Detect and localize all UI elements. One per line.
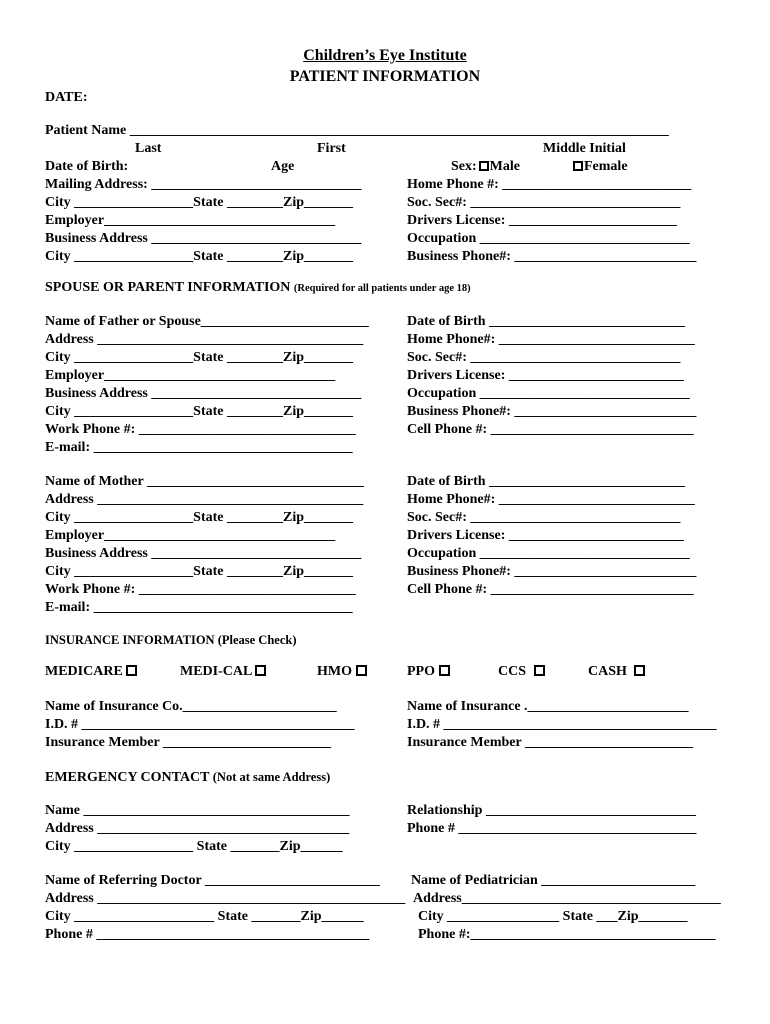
spouse-parent-heading bbox=[45, 280, 471, 297]
father-business-city-state-zip[interactable]: City _________________State ________Zip_______ bbox=[45, 404, 353, 419]
form-title: PATIENT INFORMATION bbox=[289, 68, 481, 85]
hmo-label: HMO bbox=[317, 664, 352, 679]
father-name[interactable]: Name of Father or Spouse________________________ bbox=[45, 314, 369, 329]
sex-field bbox=[451, 159, 520, 175]
father-drivers-license[interactable]: Drivers License: _________________________ bbox=[407, 368, 684, 383]
ppo-label: PPO bbox=[407, 664, 435, 679]
female-label: Female bbox=[584, 159, 628, 174]
insurance-company-name[interactable]: Name of Insurance Co.______________________ bbox=[45, 699, 337, 714]
referring-doctor-address[interactable]: Address ____________________________________________ bbox=[45, 891, 406, 906]
patient-name-sub-last: Last bbox=[135, 141, 162, 156]
mother-date-of-birth[interactable]: Date of Birth ____________________________ bbox=[407, 474, 686, 489]
insurance-option-ccs bbox=[498, 664, 545, 680]
mother-name[interactable]: Name of Mother _______________________________ bbox=[45, 474, 364, 489]
date-of-birth-field[interactable]: Date of Birth: bbox=[45, 159, 129, 174]
father-city-state-zip[interactable]: City _________________State ________Zip_______ bbox=[45, 350, 353, 365]
medicare-label: MEDICARE bbox=[45, 664, 123, 679]
patient-drivers-license[interactable]: Drivers License: ________________________ bbox=[407, 213, 677, 228]
medi-cal-checkbox[interactable] bbox=[255, 665, 266, 676]
ccs-checkbox[interactable] bbox=[534, 665, 545, 676]
mother-email[interactable]: E-mail: _____________________________________ bbox=[45, 600, 353, 615]
father-home-phone[interactable]: Home Phone#: ____________________________ bbox=[407, 332, 695, 347]
male-label: Male bbox=[489, 159, 520, 174]
emergency-address[interactable]: Address ____________________________________ bbox=[45, 821, 350, 836]
insurance-member[interactable]: Insurance Member ________________________ bbox=[45, 735, 331, 750]
father-date-of-birth[interactable]: Date of Birth ____________________________ bbox=[407, 314, 686, 329]
mother-city-state-zip[interactable]: City _________________State ________Zip_______ bbox=[45, 510, 353, 525]
mother-home-phone[interactable]: Home Phone#: ____________________________ bbox=[407, 492, 695, 507]
insurance-option-cash bbox=[588, 664, 645, 680]
sex-label: Sex: bbox=[451, 159, 477, 174]
father-occupation[interactable]: Occupation ______________________________ bbox=[407, 386, 690, 401]
patient-name-field[interactable]: Patient Name _____________________________________________________________________________ bbox=[45, 123, 669, 138]
mother-occupation[interactable]: Occupation ______________________________ bbox=[407, 546, 690, 561]
insurance-option-medi-cal bbox=[180, 664, 266, 680]
medi-cal-label: MEDI-CAL bbox=[180, 664, 252, 679]
mother-cell-phone[interactable]: Cell Phone #: _____________________________ bbox=[407, 582, 694, 597]
pediatrician-city-state-zip[interactable]: City ________________ State ___Zip_______ bbox=[418, 909, 688, 924]
cash-checkbox[interactable] bbox=[634, 665, 645, 676]
patient-name-sub-middle: Middle Initial bbox=[543, 141, 626, 156]
mother-soc-sec[interactable]: Soc. Sec#: ______________________________ bbox=[407, 510, 681, 525]
emergency-relationship[interactable]: Relationship ______________________________ bbox=[407, 803, 696, 818]
patient-city-state-zip[interactable]: City _________________State ________Zip_______ bbox=[45, 195, 353, 210]
age-field[interactable]: Age bbox=[271, 159, 295, 174]
emergency-phone[interactable]: Phone # __________________________________ bbox=[407, 821, 697, 836]
father-email[interactable]: E-mail: _____________________________________ bbox=[45, 440, 353, 455]
emergency-heading bbox=[45, 769, 330, 786]
secondary-insurance-id[interactable]: I.D. # _______________________________________ bbox=[407, 717, 717, 732]
cash-label: CASH bbox=[588, 664, 627, 679]
patient-business-phone[interactable]: Business Phone#: __________________________ bbox=[407, 249, 697, 264]
patient-name-sub-first: First bbox=[317, 141, 346, 156]
pediatrician-phone[interactable]: Phone #:___________________________________ bbox=[418, 927, 716, 942]
mother-business-phone[interactable]: Business Phone#: __________________________ bbox=[407, 564, 697, 579]
patient-home-phone[interactable]: Home Phone #: ___________________________ bbox=[407, 177, 692, 192]
insurance-option-ppo bbox=[407, 664, 450, 680]
mother-work-phone[interactable]: Work Phone #: _______________________________ bbox=[45, 582, 356, 597]
insurance-id[interactable]: I.D. # _______________________________________ bbox=[45, 717, 355, 732]
father-business-address[interactable]: Business Address ______________________________ bbox=[45, 386, 362, 401]
referring-doctor-name[interactable]: Name of Referring Doctor _________________________ bbox=[45, 873, 380, 888]
father-business-phone[interactable]: Business Phone#: __________________________ bbox=[407, 404, 697, 419]
referring-doctor-phone[interactable]: Phone # _______________________________________ bbox=[45, 927, 370, 942]
hmo-checkbox[interactable] bbox=[356, 665, 367, 676]
emergency-name[interactable]: Name ______________________________________ bbox=[45, 803, 350, 818]
pediatrician-name[interactable]: Name of Pediatrician ______________________ bbox=[411, 873, 696, 888]
father-work-phone[interactable]: Work Phone #: _______________________________ bbox=[45, 422, 356, 437]
secondary-insurance-name[interactable]: Name of Insurance ._______________________ bbox=[407, 699, 689, 714]
institute-name: Children’s Eye Institute bbox=[303, 47, 467, 64]
female-checkbox[interactable] bbox=[573, 161, 583, 171]
father-cell-phone[interactable]: Cell Phone #: _____________________________ bbox=[407, 422, 694, 437]
mother-business-city-state-zip[interactable]: City _________________State ________Zip_______ bbox=[45, 564, 353, 579]
male-checkbox[interactable] bbox=[479, 161, 489, 171]
medicare-checkbox[interactable] bbox=[126, 665, 137, 676]
mother-employer[interactable]: Employer_________________________________ bbox=[45, 528, 336, 543]
ccs-label: CCS bbox=[498, 664, 527, 679]
date-label: DATE: bbox=[45, 90, 88, 105]
insurance-heading: INSURANCE INFORMATION (Please Check) bbox=[45, 633, 297, 647]
insurance-option-medicare bbox=[45, 664, 137, 680]
patient-employer[interactable]: Employer_________________________________ bbox=[45, 213, 336, 228]
patient-occupation[interactable]: Occupation ______________________________ bbox=[407, 231, 690, 246]
mother-business-address[interactable]: Business Address ______________________________ bbox=[45, 546, 362, 561]
father-soc-sec[interactable]: Soc. Sec#: ______________________________ bbox=[407, 350, 681, 365]
pediatrician-address[interactable]: Address_____________________________________ bbox=[413, 891, 721, 906]
father-employer[interactable]: Employer_________________________________ bbox=[45, 368, 336, 383]
patient-business-address[interactable]: Business Address ______________________________ bbox=[45, 231, 362, 246]
patient-soc-sec[interactable]: Soc. Sec#: ______________________________ bbox=[407, 195, 681, 210]
mother-drivers-license[interactable]: Drivers License: _________________________ bbox=[407, 528, 684, 543]
patient-business-city-state-zip[interactable]: City _________________State ________Zip_______ bbox=[45, 249, 353, 264]
emergency-heading-text: EMERGENCY CONTACT bbox=[45, 770, 210, 785]
female-option bbox=[573, 159, 628, 175]
emergency-city-state-zip[interactable]: City _________________ State _______Zip______ bbox=[45, 839, 343, 854]
mother-address[interactable]: Address ______________________________________ bbox=[45, 492, 364, 507]
secondary-insurance-member[interactable]: Insurance Member ________________________ bbox=[407, 735, 693, 750]
insurance-option-hmo bbox=[317, 664, 367, 680]
spouse-heading-note: (Required for all patients under age 18) bbox=[293, 283, 471, 294]
referring-doctor-city-state-zip[interactable]: City ____________________ State _______Zip______ bbox=[45, 909, 364, 924]
patient-mailing-address[interactable]: Mailing Address: ______________________________ bbox=[45, 177, 362, 192]
father-address[interactable]: Address ______________________________________ bbox=[45, 332, 364, 347]
ppo-checkbox[interactable] bbox=[439, 665, 450, 676]
spouse-heading-text: SPOUSE OR PARENT INFORMATION bbox=[45, 280, 291, 295]
emergency-heading-note: (Not at same Address) bbox=[212, 770, 331, 784]
